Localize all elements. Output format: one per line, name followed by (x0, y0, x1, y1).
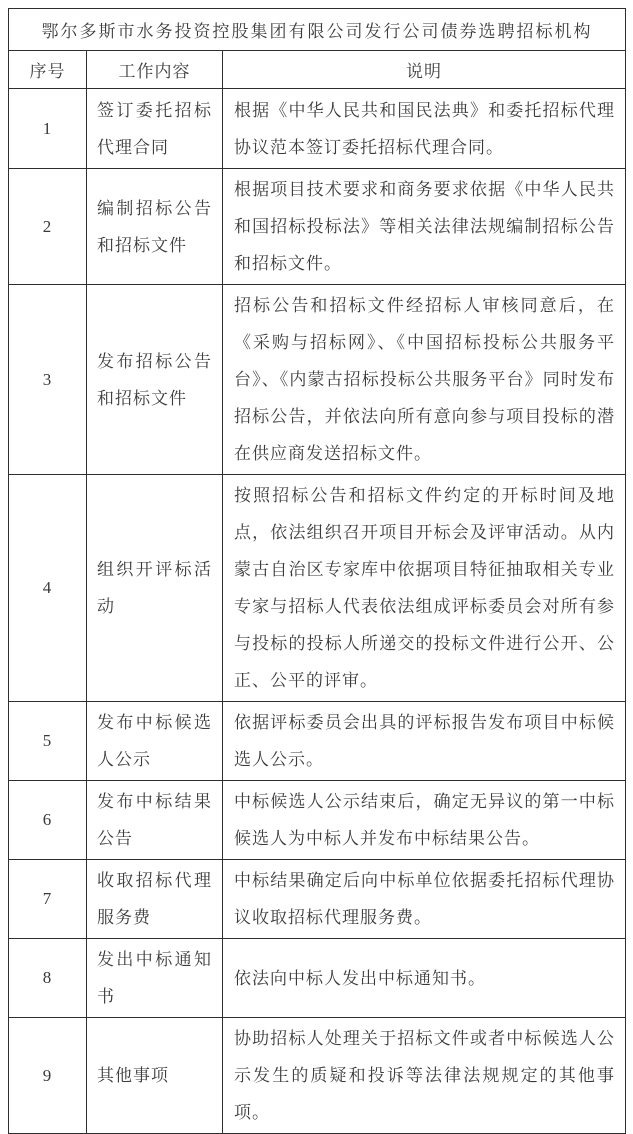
description-cell: 中标结果确定后向中标单位依据委托招标代理协议收取招标代理服务费。 (223, 860, 626, 939)
table-row (9, 860, 626, 939)
work-content-cell: 签订委托招标代理合同 (87, 89, 223, 169)
table-title: 鄂尔多斯市水务投资控股集团有限公司发行公司债券选聘招标机构 (9, 9, 626, 51)
description-cell: 根据项目技术要求和商务要求依据《中华人民共和国招标投标法》等相关法律法规编制招标公告和招标文件。 (223, 169, 626, 285)
table-row (9, 285, 626, 475)
work-content-cell: 发布中标结果公告 (87, 781, 223, 860)
description-cell: 根据《中华人民共和国民法典》和委托招标代理协议范本签订委托招标代理合同。 (223, 89, 626, 169)
serial-number-cell: 1 (9, 89, 87, 169)
column-header-work-content: 工作内容 (87, 51, 223, 89)
table-body (9, 89, 626, 1134)
table-title-row (9, 9, 626, 51)
column-header-description: 说明 (223, 51, 626, 89)
serial-number-cell: 2 (9, 169, 87, 285)
serial-number-cell: 4 (9, 475, 87, 702)
work-content-cell: 其他事项 (87, 1018, 223, 1134)
table-head (9, 9, 626, 89)
work-content-cell: 发布招标公告和招标文件 (87, 285, 223, 475)
table-row (9, 89, 626, 169)
table-row (9, 781, 626, 860)
description-cell: 依据评标委员会出具的评标报告发布项目中标候选人公示。 (223, 702, 626, 781)
description-cell: 依法向中标人发出中标通知书。 (223, 939, 626, 1018)
serial-number-cell: 5 (9, 702, 87, 781)
work-content-cell: 收取招标代理服务费 (87, 860, 223, 939)
column-header-serial-number: 序号 (9, 51, 87, 89)
work-content-cell: 编制招标公告和招标文件 (87, 169, 223, 285)
description-cell: 招标公告和招标文件经招标人审核同意后，在《采购与招标网》、《中国招标投标公共服务平台》、《内蒙古招标投标公共服务平台》同时发布招标公告，并依法向所有意向参与项目投标的潜在供应商发送招标文件。 (223, 285, 626, 475)
procurement-work-table (8, 8, 626, 1134)
serial-number-cell: 3 (9, 285, 87, 475)
work-content-cell: 组织开评标活动 (87, 475, 223, 702)
serial-number-cell: 9 (9, 1018, 87, 1134)
table-row (9, 1018, 626, 1134)
table-row (9, 475, 626, 702)
table-row (9, 939, 626, 1018)
table-row (9, 169, 626, 285)
serial-number-cell: 6 (9, 781, 87, 860)
work-content-cell: 发布中标候选人公示 (87, 702, 223, 781)
description-cell: 按照招标公告和招标文件约定的开标时间及地点，依法组织召开项目开标会及评审活动。从内蒙古自治区专家库中依据项目特征抽取相关专业专家与招标人代表依法组成评标委员会对所有参与投标的投标人所递交的投标文件进行公开、公正、公平的评审。 (223, 475, 626, 702)
description-cell: 中标候选人公示结束后，确定无异议的第一中标候选人为中标人并发布中标结果公告。 (223, 781, 626, 860)
table-header-row (9, 51, 626, 89)
serial-number-cell: 7 (9, 860, 87, 939)
table-row (9, 702, 626, 781)
serial-number-cell: 8 (9, 939, 87, 1018)
work-content-cell: 发出中标通知书 (87, 939, 223, 1018)
description-cell: 协助招标人处理关于招标文件或者中标候选人公示发生的质疑和投诉等法律法规规定的其他事项。 (223, 1018, 626, 1134)
